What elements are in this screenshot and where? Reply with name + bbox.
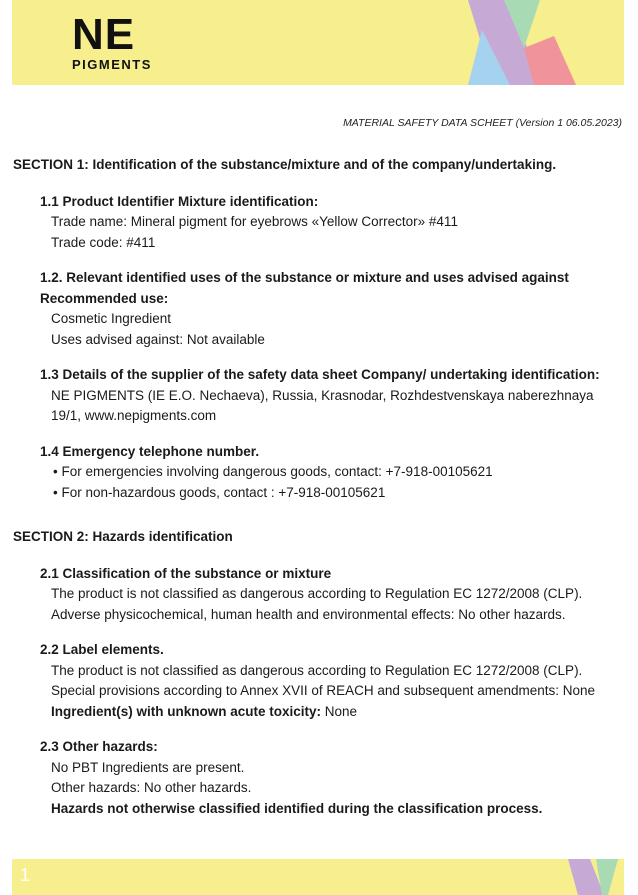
other-hazards-line-2: Other hazards: No other hazards. (51, 780, 252, 795)
emergency-contact-dangerous: • For emergencies involving dangerous goods, contact: +7-918-00105621 (53, 464, 493, 479)
subsection-2-1 (40, 564, 628, 626)
label-elements-line-1: The product is not classified as dangerous according to Regulation EC 1272/2008 (CLP). (51, 662, 583, 678)
other-hazards-line-3: Hazards not otherwise classified identified during the classification process. (51, 800, 543, 816)
supplier-address-line-1: NE PIGMENTS (IE E.O. Nechaeva), Russia, Krasnodar, Rozhdestvenskaya naberezhnaya (51, 387, 594, 403)
subsection-1-4-heading: 1.4 Emergency telephone number. (40, 443, 260, 459)
ne-pigments-logo (72, 10, 182, 72)
trade-code: Trade code: #411 (51, 234, 156, 250)
page-number: 1 (20, 865, 31, 885)
section-2-title: SECTION 2: Hazards identification (13, 529, 233, 544)
trade-name: Trade name: Mineral pigment for eyebrows «Yellow Corrector» #411 (51, 214, 458, 229)
page-header (12, 0, 624, 85)
subsection-1-1 (40, 192, 628, 254)
footer-decorative-shapes-icon (568, 859, 624, 895)
subsection-2-3-heading: 2.3 Other hazards: (40, 739, 158, 754)
label-elements-line-3 (51, 702, 628, 723)
subsection-1-3 (40, 365, 628, 427)
uses-advised-against: Uses advised against: Not available (51, 331, 265, 347)
subsection-1-4 (40, 442, 628, 504)
supplier-address-line-2: 19/1, www.nepigments.com (51, 408, 217, 423)
section-1-title: SECTION 1: Identification of the substance/mixture and of the company/undertaking. (13, 157, 557, 172)
label-elements-line-2: Special provisions according to Annex XVII of REACH and subsequent amendments: None (51, 683, 596, 698)
classification-line-2: Adverse physicochemical, human health and environmental effects: No other hazards. (51, 606, 566, 622)
subsection-2-3 (40, 737, 628, 819)
logo-ne-text: NE (72, 10, 136, 59)
document-body (13, 155, 628, 819)
subsection-1-1-heading: 1.1 Product Identifier Mixture identification: (40, 193, 319, 209)
emergency-contact-non-hazardous: • For non-hazardous goods, contact : +7-918-00105621 (53, 484, 386, 500)
recommended-use-label: Recommended use: (40, 290, 169, 306)
decorative-shapes-icon (464, 0, 624, 85)
classification-line-1: The product is not classified as dangerous according to Regulation EC 1272/2008 (CLP). (51, 586, 583, 601)
subsection-1-2 (40, 268, 628, 350)
logo-pigments-text: PIGMENTS (72, 57, 152, 72)
document-title: MATERIAL SAFETY DATA SCHEET (Version 1 06.05.2023) (343, 117, 622, 129)
subsection-1-2-heading: 1.2. Relevant identified uses of the substance or mixture and uses advised against (40, 270, 569, 285)
subsection-2-2-heading: 2.2 Label elements. (40, 642, 164, 657)
unknown-toxicity-label: Ingredient(s) with unknown acute toxicity: (51, 703, 322, 719)
unknown-toxicity-value: None (321, 703, 358, 719)
page-footer (12, 859, 624, 895)
subsection-2-2 (40, 640, 628, 722)
subsection-2-1-heading: 2.1 Classification of the substance or mixture (40, 565, 332, 581)
recommended-use: Cosmetic Ingredient (51, 311, 172, 326)
other-hazards-line-1: No PBT Ingredients are present. (51, 759, 245, 775)
subsection-1-3-heading: 1.3 Details of the supplier of the safety data sheet Company/ undertaking identification: (40, 367, 600, 382)
